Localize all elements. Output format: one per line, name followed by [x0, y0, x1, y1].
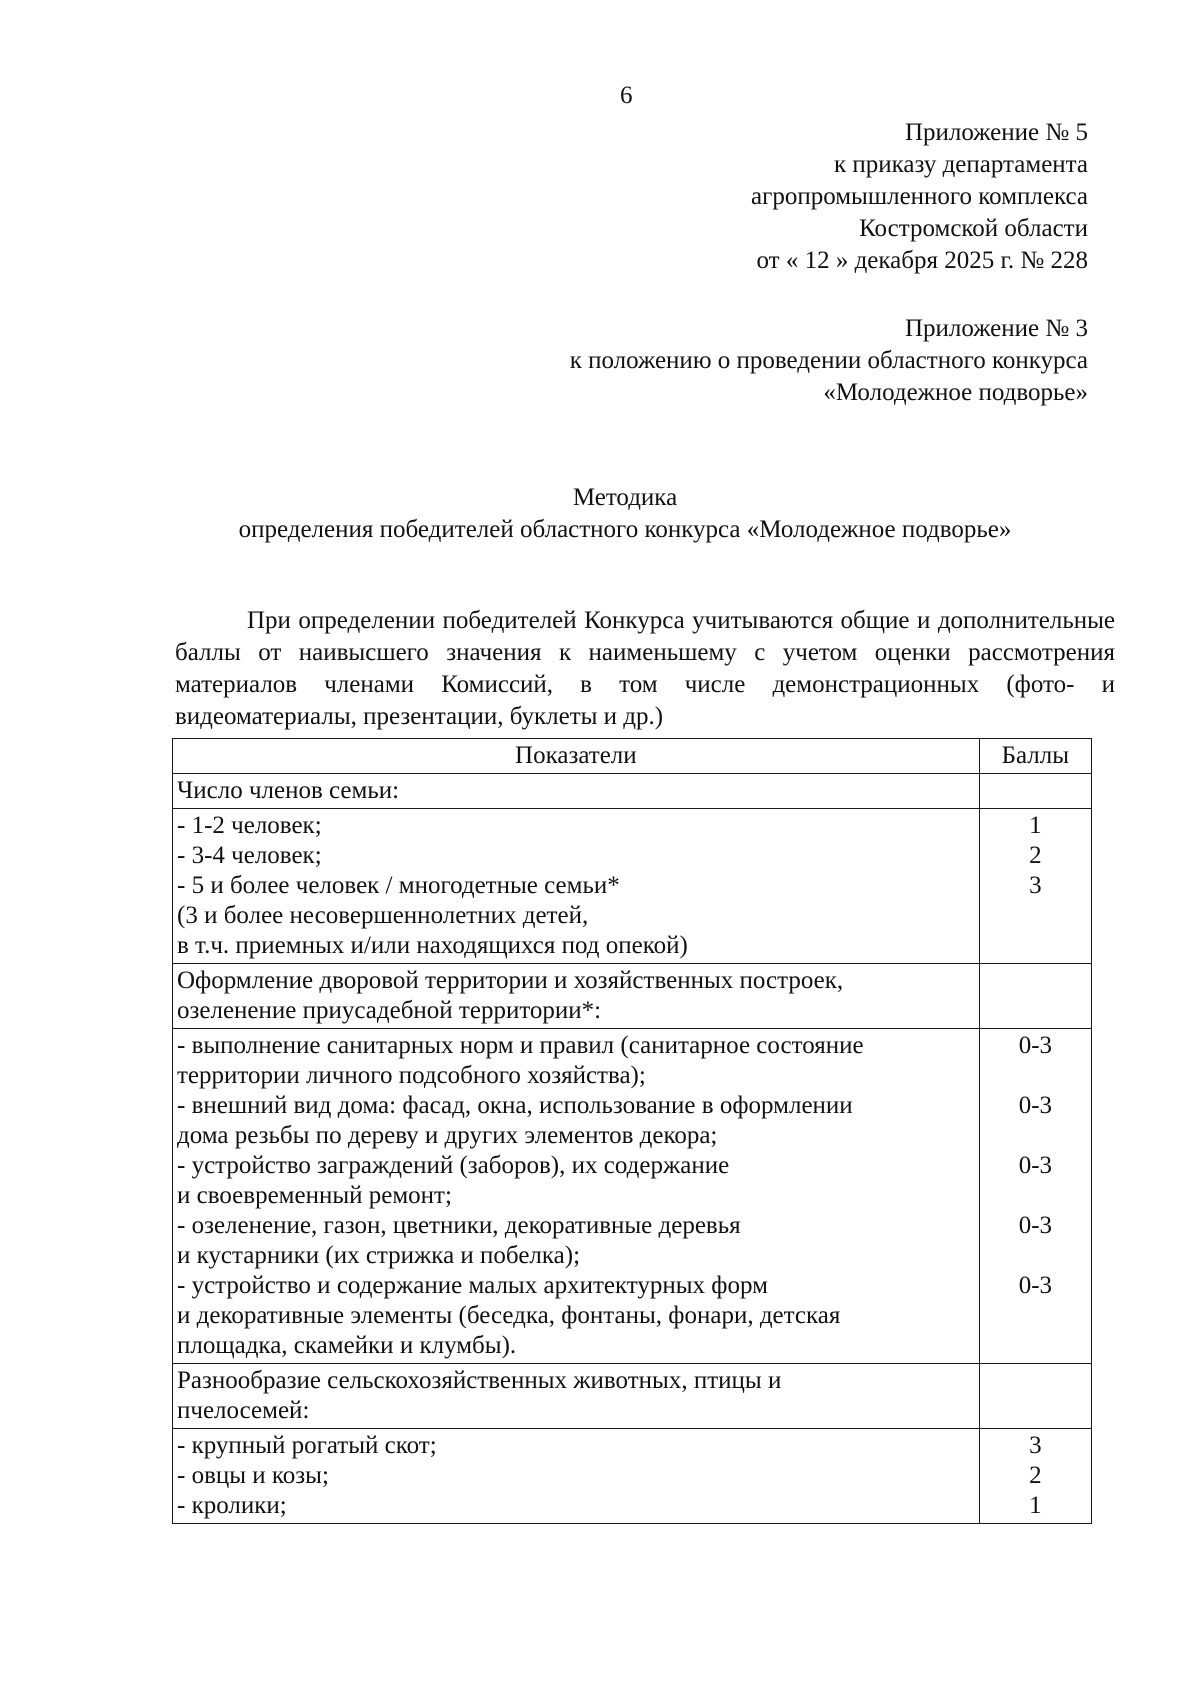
list-item: - кролики;	[177, 1492, 287, 1519]
list-item: - 3-4 человек;	[177, 842, 322, 869]
appendix-line: к положению о проведении областного конкурса	[569, 347, 1088, 374]
points-value: 2	[1029, 1462, 1042, 1489]
points-spacer	[984, 1061, 1087, 1091]
list-item: - устройство и содержание малых архитектурных форм	[177, 1272, 768, 1299]
heading-line: Оформление дворовой территории и хозяйственных построек,	[177, 967, 844, 994]
points-value: 3	[1029, 1432, 1042, 1459]
list-item: - 5 и более человек / многодетные семьи*	[177, 872, 620, 899]
appendix-line: агропромышленного комплекса	[750, 183, 1088, 210]
table-header-row	[173, 739, 1092, 774]
family-heading: Число членов семьи:	[173, 774, 980, 809]
list-item: и декоративные элементы (беседка, фонтаны, фонари, детская	[177, 1302, 841, 1329]
points-value: 3	[1029, 872, 1042, 899]
page-number: 6	[620, 82, 633, 109]
animals-heading	[173, 1364, 980, 1429]
animals-heading-points	[979, 1364, 1091, 1429]
table-row	[173, 1029, 1092, 1364]
yard-heading-points	[979, 964, 1091, 1029]
list-item: - крупный рогатый скот;	[177, 1432, 437, 1459]
list-item: и своевременный ремонт;	[177, 1182, 452, 1209]
list-item: дома резьбы по дереву и других элементов декора;	[177, 1122, 718, 1149]
points-value: 0-3	[1018, 1272, 1053, 1299]
yard-items	[173, 1029, 980, 1364]
family-points	[979, 809, 1091, 964]
points-value: 1	[1029, 812, 1042, 839]
family-items	[173, 809, 980, 964]
document-title	[140, 482, 1110, 546]
table-row	[173, 809, 1092, 964]
appendix-line: «Молодежное подворье»	[823, 379, 1088, 406]
title-subtitle: определения победителей областного конкурса «Молодежное подворье»	[238, 516, 1012, 543]
yard-heading	[173, 964, 980, 1029]
list-item: (3 и более несовершеннолетних детей,	[177, 902, 589, 929]
animals-points	[979, 1429, 1091, 1524]
appendix-3-header	[570, 313, 1088, 409]
points-value: 2	[1029, 842, 1042, 869]
list-item: - выполнение санитарных норм и правил (санитарное состояние	[177, 1032, 864, 1059]
list-item: - устройство заграждений (заборов), их содержание	[177, 1152, 730, 1179]
points-value: 0-3	[1018, 1032, 1053, 1059]
intro-paragraph: При определении победителей Конкурса учитываются общие и дополнительные баллы от наивысшего значения к наименьшему с учетом оценки рассмотрения материалов членами Комиссий, в том числе демонстрационных (фото- и видеоматериалы, презентации, буклеты и др.)	[175, 607, 1115, 730]
table-row	[173, 774, 1092, 809]
appendix-line: Приложение № 5	[904, 119, 1088, 146]
family-heading-points	[979, 774, 1091, 809]
appendix-line: Приложение № 3	[904, 315, 1088, 342]
yard-points	[979, 1029, 1091, 1364]
header-indicators: Показатели	[173, 739, 980, 774]
points-spacer	[984, 1241, 1087, 1271]
list-item: - 1-2 человек;	[177, 812, 322, 839]
title-heading: Методика	[572, 484, 678, 511]
points-value: 1	[1029, 1492, 1042, 1519]
points-value: 0-3	[1018, 1092, 1053, 1119]
points-value: 0-3	[1018, 1152, 1053, 1179]
list-item: - озеленение, газон, цветники, декоративные деревья	[177, 1212, 741, 1239]
appendix-line: к приказу департамента	[833, 151, 1088, 178]
list-item: - внешний вид дома: фасад, окна, использование в оформлении	[177, 1092, 853, 1119]
animals-items	[173, 1429, 980, 1524]
appendix-line: Костромской области	[859, 215, 1088, 242]
heading-line: озеленение приусадебной территории*:	[177, 997, 602, 1024]
points-spacer	[984, 1121, 1087, 1151]
list-item: территории личного подсобного хозяйства);	[177, 1062, 646, 1089]
list-item: - овцы и козы;	[177, 1462, 329, 1489]
criteria-table	[172, 738, 1092, 1524]
table-row	[173, 1429, 1092, 1524]
heading-line: Разнообразие сельскохозяйственных животных, птицы и	[177, 1367, 782, 1394]
table-row	[173, 1364, 1092, 1429]
points-value: 0-3	[1018, 1212, 1053, 1239]
list-item: площадка, скамейки и клумбы).	[177, 1332, 517, 1359]
heading-line: пчелосемей:	[177, 1397, 310, 1424]
header-points: Баллы	[979, 739, 1091, 774]
appendix-5-header	[751, 117, 1088, 277]
list-item: в т.ч. приемных и/или находящихся под опекой)	[177, 932, 688, 959]
points-spacer	[984, 1181, 1087, 1211]
table-row	[173, 964, 1092, 1029]
appendix-line: от « 12 » декабря 2025 г. № 228	[756, 247, 1088, 274]
list-item: и кустарники (их стрижка и побелка);	[177, 1242, 581, 1269]
